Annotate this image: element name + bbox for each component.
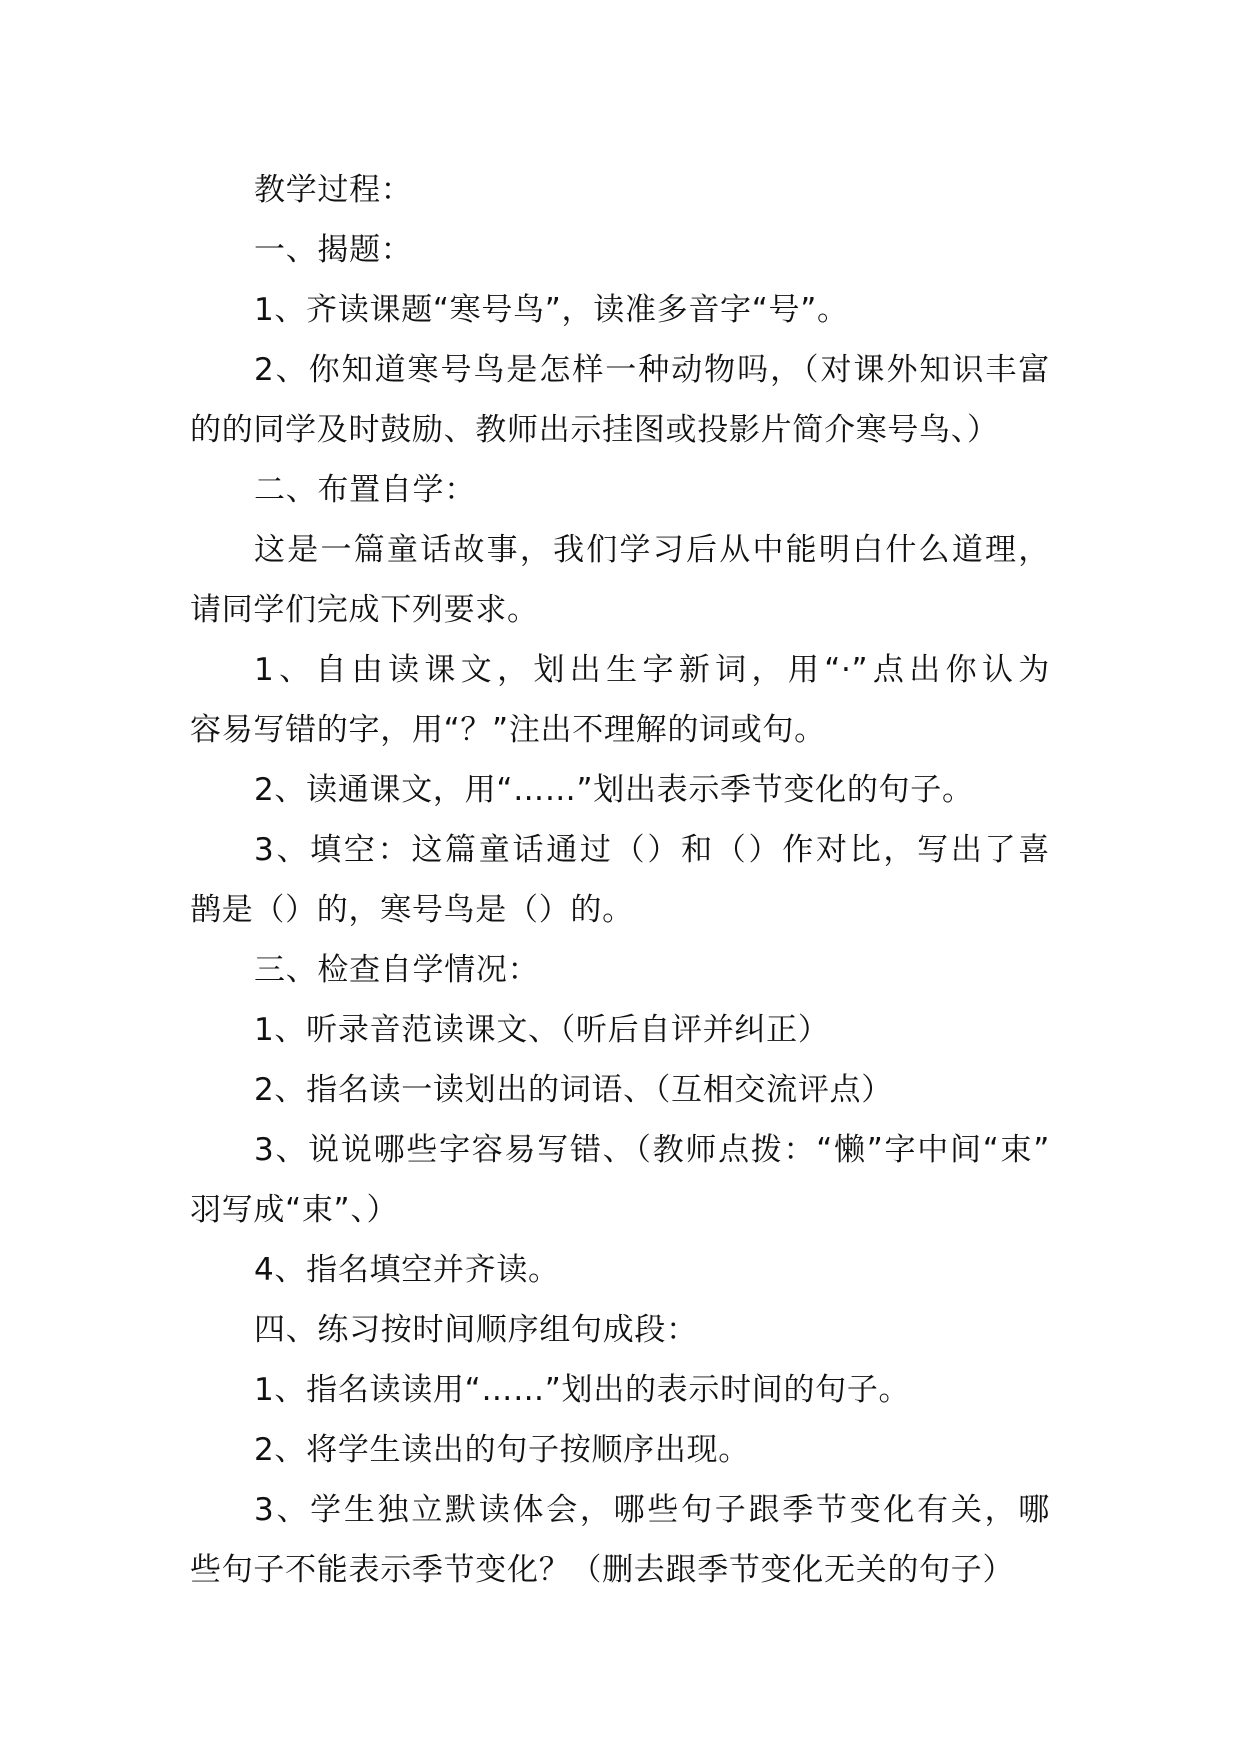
paragraph-line: 1、指名读读用“……”划出的表示时间的句子。 [254, 1372, 911, 1408]
section-heading-practice-sequencing: 四、练习按时间顺序组句成段： [254, 1312, 698, 1348]
paragraph-line: 羽写成“束”、） [190, 1192, 399, 1228]
section-heading-self-study: 二、布置自学： [254, 472, 476, 508]
section-heading-introduce-topic: 一、揭题： [254, 232, 413, 268]
paragraph-line: 鹊是（）的，寒号鸟是（）的。 [190, 892, 634, 928]
paragraph-line: 2、读通课文，用“……”划出表示季节变化的句子。 [254, 772, 974, 808]
paragraph-line: 4、指名填空并齐读。 [254, 1252, 560, 1288]
section-heading-check-self-study: 三、检查自学情况： [254, 952, 540, 988]
lesson-plan-text [190, 160, 1050, 1600]
paragraph-line: 3、说说哪些字容易写错、（教师点拨：“懒”字中间“束” [254, 1132, 1050, 1168]
paragraph-line: 2、你知道寒号鸟是怎样一种动物吗，（对课外知识丰富 [254, 352, 1050, 388]
paragraph-line: 的的同学及时鼓励、教师出示挂图或投影片简介寒号鸟、） [190, 412, 999, 448]
section-heading-teaching-process: 教学过程： [254, 172, 413, 208]
paragraph-line: 3、填空：这篇童话通过（）和（）作对比，写出了喜 [254, 832, 1050, 868]
paragraph-line: 请同学们完成下列要求。 [190, 592, 539, 628]
paragraph-line: 1、听录音范读课文、（听后自评并纠正） [254, 1012, 830, 1048]
paragraph-line: 1、自由读课文，划出生字新词，用“·”点出你认为 [254, 652, 1050, 688]
paragraph-line: 容易写错的字，用“？”注出不理解的词或句。 [190, 712, 826, 748]
paragraph-line: 2、将学生读出的句子按顺序出现。 [254, 1432, 750, 1468]
paragraph-line: 3、学生独立默读体会，哪些句子跟季节变化有关，哪 [254, 1492, 1050, 1528]
paragraph-line: 2、指名读一读划出的词语、（互相交流评点） [254, 1072, 893, 1108]
paragraph-line: 这是一篇童话故事，我们学习后从中能明白什么道理， [254, 532, 1050, 568]
paragraph-line: 1、齐读课题“寒号鸟”，读准多音字“号”。 [254, 292, 849, 328]
paragraph-line: 些句子不能表示季节变化？（删去跟季节变化无关的句子） [190, 1552, 1015, 1588]
